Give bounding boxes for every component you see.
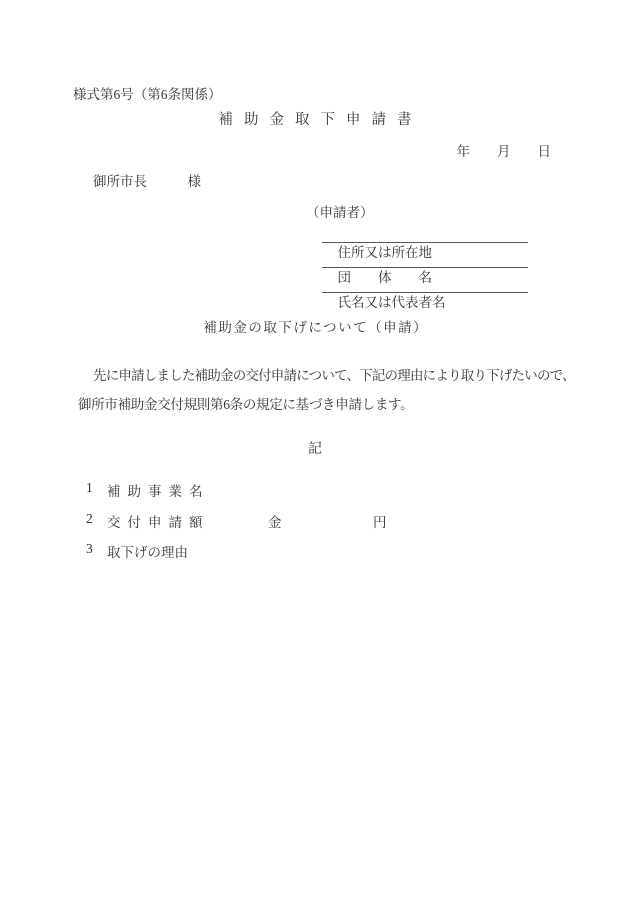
amount-prefix-kin: 金 [268,515,282,530]
body-paragraph-line-2: 御所市補助金交付規則第6条の規定に基づき申請します。 [78,397,414,412]
item-subsidy-project-name [0,480,630,500]
subject-line: 補助金の取下げについて（申請） [203,320,429,335]
applicant-section-label: （申請者） [306,205,374,220]
field-address-blank [322,224,528,260]
field-organization-name-label: 団 体 名 [337,270,432,285]
item-number: 2 [86,511,93,526]
item-label: 補助事業名 [107,484,210,499]
document-title: 補助金取下申請書 [218,112,423,128]
addressee-mayor: 御所市長 様 [93,174,201,189]
body-paragraph-line-1: 先に申請しました補助金の交付申請について、下記の理由により取り下げたいので、 [93,368,575,383]
item-label: 取下げの理由 [107,545,188,560]
item-number: 3 [86,541,93,556]
form-number: 様式第6号（第6条関係） [73,87,222,102]
field-address-label: 住所又は所在地 [337,245,432,260]
date-line: 年 月 日 [456,144,551,159]
field-representative-name-blank [322,274,528,310]
field-representative-name-label: 氏名又は代表者名 [337,295,446,310]
amount-suffix-yen: 円 [373,515,387,530]
item-label: 交付申請額 [107,515,210,530]
item-withdrawal-reason [0,541,630,561]
item-number: 1 [86,480,93,495]
record-mark: 記 [308,442,322,457]
field-organization-name-blank [322,249,528,285]
item-application-amount [0,511,630,531]
